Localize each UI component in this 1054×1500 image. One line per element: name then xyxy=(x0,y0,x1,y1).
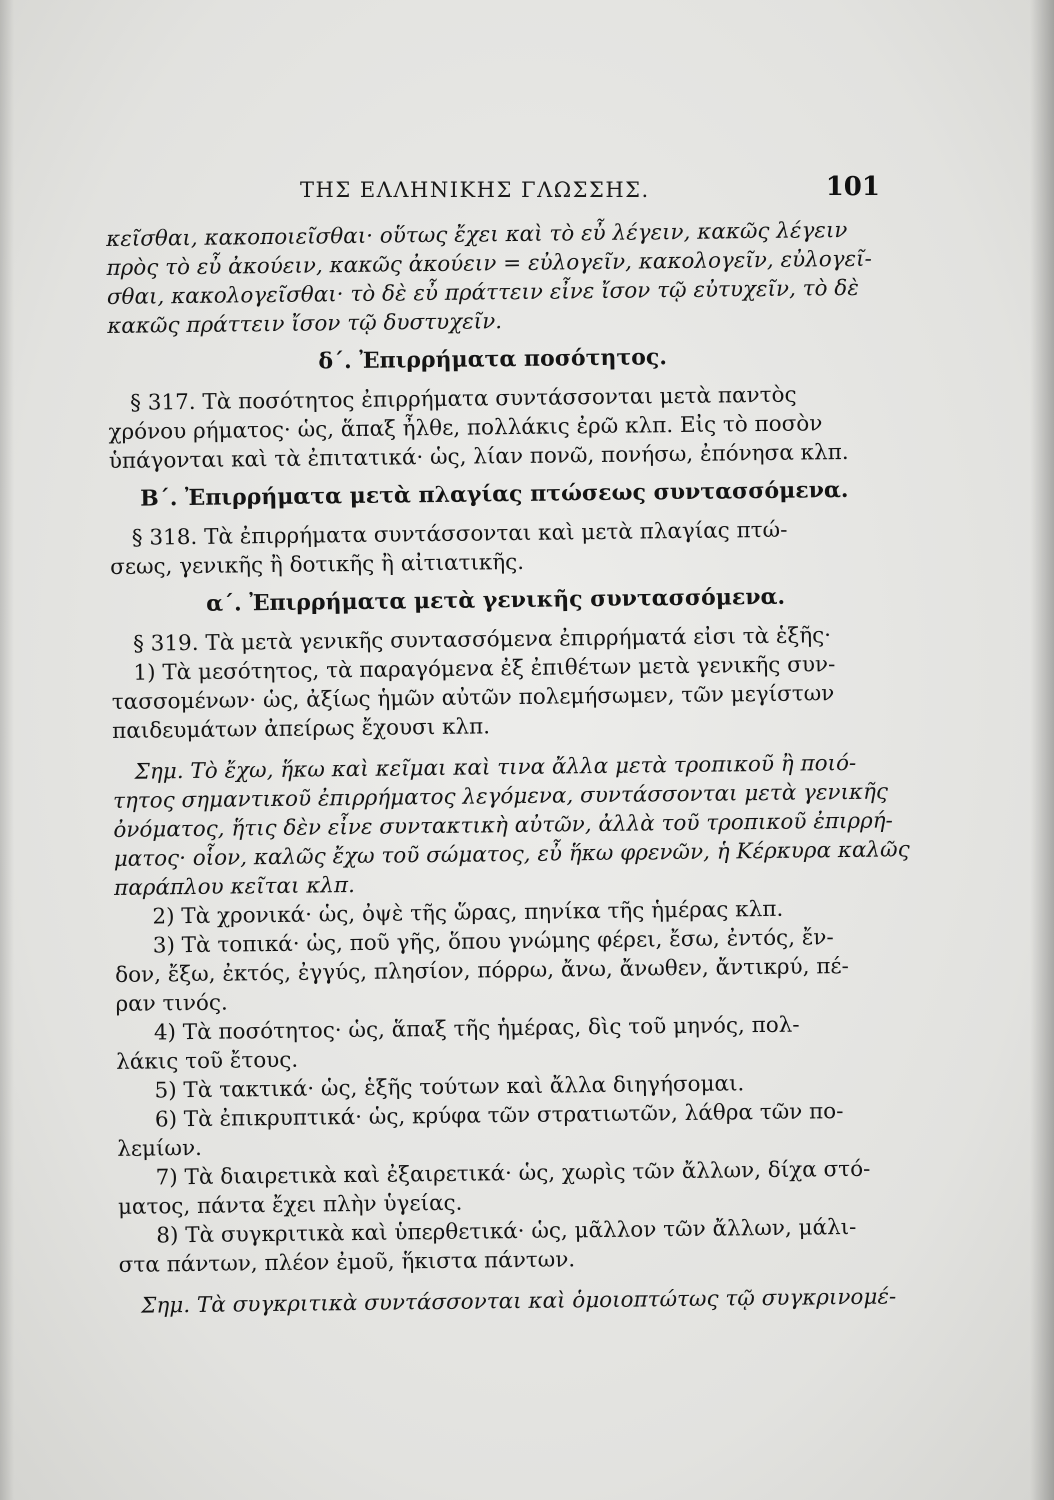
list-item-line: 5) Τὰ τακτικά· ὡς, ἑξῆς τούτων καὶ ἄλλα διηγήσομαι. xyxy=(154,1071,745,1104)
text-line: σθαι, κακολογεῖσθαι· τὸ δὲ εὖ πράττειν εἶνε ἴσον τῷ εὐτυχεῖν, τὸ δὲ xyxy=(106,275,859,310)
text-line: κακῶς πράττειν ἴσον τῷ δυστυχεῖν. xyxy=(107,309,503,339)
paragraph-319-line: τασσομένων· ὡς, ἀξίως ἡμῶν αὐτῶν πολεμήσωμεν, τῶν μεγίστων xyxy=(111,681,835,715)
text-line: κεῖσθαι, κακοποιεῖσθαι· οὕτως ἔχει καὶ τὸ εὖ λέγειν, κακῶς λέγειν xyxy=(106,217,848,252)
list-item-line: 4) Τὰ ποσότητος· ὡς, ἅπαξ τῆς ἡμέρας, δὶς τοῦ μηνός, πολ- xyxy=(153,1012,800,1046)
list-item-line: λάκις τοῦ ἔτους. xyxy=(116,1047,299,1075)
paragraph-318-line: § 318. Τὰ ἐπιρρήματα συντάσσονται καὶ μετὰ πλαγίας πτώ- xyxy=(131,517,788,551)
list-item-line: 2) Τὰ χρονικά· ὡς, ὀψὲ τῆς ὥρας, πηνίκα τῆς ἡμέρας κλπ. xyxy=(152,896,784,930)
text-line: πρὸς τὸ εὖ ἀκούειν, κακῶς ἀκούειν = εὐλογεῖν, κακολογεῖν, εὐλογεῖ- xyxy=(106,246,872,281)
list-item-line: ραν τινός. xyxy=(115,990,228,1017)
note-line: Σημ. Τὸ ἔχω, ἥκω καὶ κεῖμαι καὶ τινα ἄλλα μετὰ τροπικοῦ ἢ ποιό- xyxy=(134,750,857,785)
note-line: ὀνόματος, ἥτις δὲν εἶνε συντακτικὴ αὐτῶν, ἀλλὰ τοῦ τροπικοῦ ἐπιρρή- xyxy=(113,808,893,843)
note-line: ματος· οἷον, καλῶς ἔχω τοῦ σώματος, εὖ ἥκω φρενῶν, ἡ Κέρκυρα καλῶς xyxy=(113,837,910,872)
paragraph-319-line: παιδευμάτων ἀπείρως ἔχουσι κλπ. xyxy=(112,714,491,744)
list-item-line: λεμίων. xyxy=(117,1135,203,1162)
page-header xyxy=(300,172,880,212)
paragraph-317-line: χρόνου ρήματος· ὡς, ἅπαξ ἦλθε, πολλάκις ἐρῶ κλπ. Εἰς τὸ ποσὸν xyxy=(108,411,823,445)
paragraph-317-line: § 317. Τὰ ποσότητος ἐπιρρήματα συντάσσονται μετὰ παντὸς xyxy=(130,382,797,416)
page-edge-shadow-right xyxy=(1030,0,1054,1500)
page-number: 101 xyxy=(825,172,880,202)
list-item-line: ματος, πάντα ἔχει πλὴν ὑγείας. xyxy=(117,1190,463,1220)
paragraph-319-line: § 319. Τὰ μετὰ γενικῆς συντασσόμενα ἐπιρρήματά εἰσι τὰ ἑξῆς· xyxy=(132,623,832,657)
paragraph-318-line: σεως, γενικῆς ἢ δοτικῆς ἢ αἰτιατικῆς. xyxy=(110,549,525,580)
list-item-line: 7) Τὰ διαιρετικὰ καὶ ἐξαιρετικά· ὡς, χωρὶς τῶν ἄλλων, δίχα στό- xyxy=(155,1156,871,1191)
list-item-line: δον, ἔξω, ἐκτός, ἐγγύς, πλησίον, πόρρω, ἄνω, ἄνωθεν, ἄντικρύ, πέ- xyxy=(115,953,850,988)
page-edge-shadow-left xyxy=(0,0,14,1500)
paragraph-319-line: 1) Τὰ μεσότητος, τὰ παραγόμενα ἐξ ἐπιθέτων μετὰ γενικῆς συν- xyxy=(133,652,836,686)
note-line: τητος σημαντικοῦ ἐπιρρήματος λεγόμενα, συντάσσονται μετὰ γενικῆς xyxy=(112,779,889,814)
note-line: Σημ. Τὰ συγκριτικὰ συντάσσονται καὶ ὁμοιοπτώτως τῷ συγκρινομέ- xyxy=(141,1284,897,1319)
list-item-line: στα πάντων, πλέον ἐμοῦ, ἥκιστα πάντων. xyxy=(118,1247,576,1278)
list-item-line: 3) Τὰ τοπικά· ὡς, ποῦ γῆς, ὅπου γνώμης φέρει, ἔσω, ἐντός, ἔν- xyxy=(152,925,834,959)
paragraph-317-line: ὑπάγονται καὶ τὰ ἐπιτατικά· ὡς, λίαν πονῶ, πονήσω, ἐπόνησα κλπ. xyxy=(108,439,849,474)
running-title: ΤΗΣ ΕΛΛΗΝΙΚΗΣ ΓΛΩΣΣΗΣ. xyxy=(300,178,650,202)
body-text xyxy=(106,216,910,1321)
section-heading-b: Β΄. Ἐπιρρήματα μετὰ πλαγίας πτώσεως συντασσόμενα. xyxy=(139,476,849,512)
section-heading-d: δ΄. Ἐπιρρήματα ποσότητος. xyxy=(318,344,668,375)
list-item-line: 8) Τὰ συγκριτικὰ καὶ ὑπερθετικά· ὡς, μᾶλλον τῶν ἄλλων, μάλι- xyxy=(156,1214,857,1249)
section-heading-a: α΄. Ἐπιρρήματα μετὰ γενικῆς συντασσόμενα. xyxy=(205,583,786,617)
list-item-line: 6) Τὰ ἐπικρυπτικά· ὡς, κρύφα τῶν στρατιωτῶν, λάθρα τῶν πο- xyxy=(154,1099,844,1133)
note-line: παράπλου κεῖται κλπ. xyxy=(113,873,356,901)
